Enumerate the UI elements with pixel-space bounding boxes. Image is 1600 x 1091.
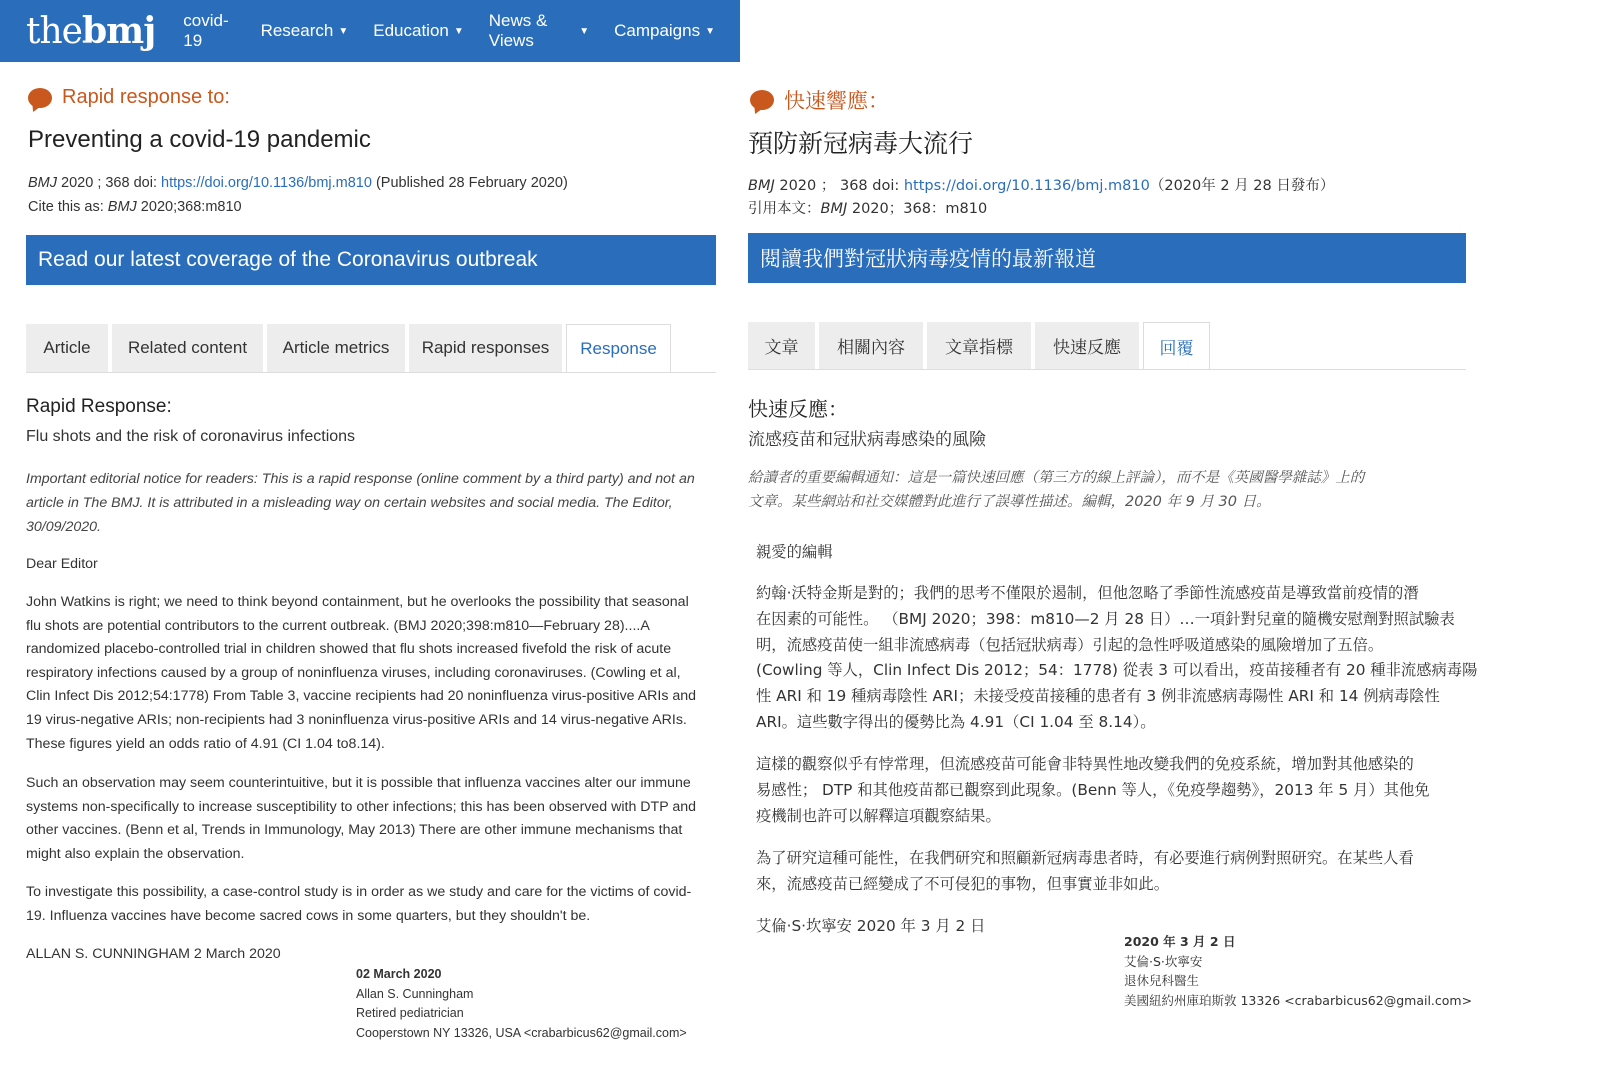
- nav-item-covid19[interactable]: [183, 11, 235, 51]
- coronavirus-coverage-banner[interactable]: Read our latest coverage of the Coronavirus outbreak: [26, 235, 716, 285]
- notice-line: 文章。某些網站和社交媒體對此進行了誤導性描述。編輯，2020 年 9 月 30 日。: [748, 494, 1271, 510]
- tab-related-content[interactable]: Related content: [112, 324, 263, 372]
- paragraph-line: 約翰·沃特金斯是對的；我們的思考不僅限於遏制，但他忽略了季節性流感疫苗是導致當前疫情的潛: [756, 584, 1419, 602]
- speech-bubble-icon: [750, 90, 774, 110]
- paragraph-line: systems non-specifically to increase susceptibility to other infections; this has been observed with DTP and: [26, 798, 697, 815]
- signature-role: Retired pediatrician: [356, 1006, 464, 1020]
- cite-as-line: [748, 197, 987, 218]
- paragraph-line: These figures yield an odds ratio of 4.91 (CI 1.04 to8.14).: [26, 735, 385, 752]
- journal-name: BMJ: [748, 178, 775, 194]
- chevron-down-icon: ▼: [338, 25, 349, 37]
- editorial-notice: [748, 466, 1488, 514]
- logo-prefix: the: [26, 11, 82, 52]
- nav-item-research[interactable]: [261, 11, 349, 51]
- paragraph-line: 19 virus-negative ARIs; non-recipients had 3 noninfluenza virus-positive ARIs and 14 virus-negative ARIs.: [26, 711, 687, 728]
- paragraph-line: randomized placebo-controlled trial in children showed that flu shots increased fivefold the risk of acute: [26, 641, 672, 658]
- notice-line: article in The BMJ. It is attributed in a misleading way on certain websites and social media. The Editor,: [26, 495, 673, 511]
- tab-response[interactable]: Response: [566, 324, 671, 372]
- citation-line: [28, 175, 568, 191]
- body-paragraph-1: [756, 581, 1586, 736]
- paragraph-line: 來，流感疫苗已經變成了不可侵犯的事物，但事實並非如此。: [756, 874, 1170, 893]
- body-paragraph-2: [756, 752, 1586, 829]
- paragraph-line: To investigate this possibility, a case-control study is in order as we study and care for the victims of covid-: [26, 884, 692, 900]
- doi-link[interactable]: https://doi.org/10.1136/bmj.m810: [903, 178, 1150, 194]
- article-title: 預防新冠病毒大流行: [748, 129, 974, 158]
- response-title: 流感疫苗和冠狀病毒感染的風險: [748, 430, 986, 450]
- notice-line: 30/09/2020.: [26, 519, 101, 535]
- article-tabs: [26, 324, 716, 373]
- tab-article-metrics[interactable]: Article metrics: [267, 324, 405, 372]
- paragraph-line: 在因素的可能性。 （BMJ 2020；398：m810—2 月 28 日）…一項針對兒童的隨機安慰劑對照試驗表: [756, 609, 1455, 628]
- article-tabs: [748, 322, 1466, 370]
- speech-bubble-icon: [28, 88, 52, 108]
- journal-name: BMJ: [107, 199, 137, 215]
- journal-name: BMJ: [28, 175, 57, 191]
- notice-line: 給讀者的重要編輯通知：這是一篇快速回應（第三方的線上評論），而不是《英國醫學雜誌》上的: [748, 470, 1365, 486]
- paragraph-line: might also explain the observation.: [26, 845, 245, 862]
- citation-volume: 2020 ； 368 doi:: [774, 178, 904, 194]
- chinese-screenshot: [740, 0, 1600, 1091]
- citation-volume: 2020 ; 368 doi:: [57, 175, 161, 191]
- english-screenshot: [0, 0, 740, 1091]
- paragraph-line: 性 ARI 和 19 種病毒陰性 ARI；未接受疫苗接種的患者有 3 例非流感病毒陽性 ARI 和 14 例病毒陰性: [756, 687, 1440, 706]
- paragraph-line: (Cowling 等人，Clin Infect Dis 2012；54：1778) 從表 3 可以看出，疫苗接種者有 20 種非流感病毒陽: [756, 661, 1478, 680]
- author-signoff: ALLAN S. CUNNINGHAM 2 March 2020: [26, 946, 281, 962]
- paragraph-line: ARI。這些數字得出的優勢比為 4.91（CI 1.04 至 8.14）。: [756, 712, 1156, 731]
- response-heading: 快速反應：: [748, 397, 848, 421]
- bmj-logo[interactable]: [26, 10, 155, 52]
- nav-menu: [183, 11, 740, 51]
- cite-ref: 2020;368:m810: [136, 199, 242, 215]
- response-heading: Rapid Response:: [26, 396, 172, 417]
- response-title: Flu shots and the risk of coronavirus infections: [26, 428, 356, 445]
- tab-article[interactable]: Article: [26, 324, 108, 372]
- signature-address: 美國紐約州庫珀斯敦 13326 <crabarbicus62@gmail.com>: [1124, 992, 1473, 1008]
- paragraph-line: John Watkins is right; we need to think beyond containment, but he overlooks the possibility that seasonal: [26, 594, 689, 610]
- signature-name: 艾倫·S·坎寧安: [1124, 953, 1203, 969]
- nav-item-label: covid-19: [183, 11, 229, 50]
- top-navigation: [0, 0, 740, 62]
- paragraph-line: Such an observation may seem counterintuitive, but it is possible that influenza vaccines alter our immune: [26, 775, 691, 791]
- rapid-response-label: 快速響應：: [784, 89, 889, 113]
- chevron-down-icon: ▼: [705, 25, 715, 37]
- tab-article-metrics[interactable]: 文章指標: [927, 322, 1031, 369]
- tab-related-content[interactable]: 相關內容: [819, 322, 923, 369]
- author-signoff: 艾倫·S·坎寧安 2020 年 3 月 2 日: [756, 917, 986, 935]
- tab-rapid-responses[interactable]: 快速反應: [1035, 322, 1139, 369]
- cite-ref: 2020；368：m810: [847, 201, 988, 217]
- paragraph-line: respiratory infections caused by a group of noninfluenza viruses, including coronaviruses. (Cowling et al,: [26, 664, 681, 681]
- chevron-down-icon: ▼: [453, 25, 464, 37]
- nav-item-label: News & Views: [488, 11, 548, 50]
- paragraph-line: 明，流感疫苗使一組非流感病毒（包括冠狀病毒）引起的急性呼吸道感染的風險增加了五倍。: [756, 635, 1384, 654]
- rapid-response-header: [28, 86, 230, 109]
- notice-line: Important editorial notice for readers: This is a rapid response (online comment by a third party) and not an: [26, 471, 695, 487]
- nav-item-campaigns[interactable]: [614, 11, 715, 51]
- doi-link[interactable]: https://doi.org/10.1136/bmj.m810: [161, 175, 372, 191]
- editorial-notice: [26, 467, 726, 539]
- paragraph-line: other vaccines. (Benn et al, Trends in Immunology, May 2013) There are other immune mechanisms that: [26, 822, 683, 839]
- coronavirus-coverage-banner[interactable]: 閱讀我們對冠狀病毒疫情的最新報道: [748, 233, 1466, 283]
- signature-date: 2020 年 3 月 2 日: [1124, 934, 1236, 949]
- logo-main: bmj: [81, 10, 156, 52]
- tab-article[interactable]: 文章: [748, 322, 815, 369]
- signature-date: 02 March 2020: [356, 967, 442, 981]
- tab-rapid-responses[interactable]: Rapid responses: [409, 324, 562, 372]
- nav-item-news-views[interactable]: [489, 11, 589, 51]
- paragraph-line: flu shots are potential contributors to the current outbreak. (BMJ 2020;398:m810—February 28)....A: [26, 617, 650, 634]
- author-signature-block: [1124, 932, 1472, 1010]
- paragraph-line: 19. Influenza vaccines have become sacred cows in some quarters, but they shouldn't be.: [26, 907, 591, 924]
- signature-role: 退休兒科醫生: [1124, 973, 1200, 988]
- signature-address: Cooperstown NY 13326, USA <crabarbicus62@gmail.com>: [356, 1025, 687, 1040]
- nav-item-label: Campaigns: [614, 21, 701, 40]
- chevron-down-icon: ▼: [579, 25, 590, 37]
- journal-name: BMJ: [820, 201, 848, 217]
- citation-line: [748, 174, 1334, 195]
- paragraph-line: 疫機制也許可以解釋這項觀察結果。: [756, 806, 1001, 825]
- published-date: (Published 28 February 2020): [371, 175, 568, 191]
- author-signature-block: [356, 965, 687, 1043]
- body-paragraph-1: [26, 591, 736, 756]
- nav-item-education[interactable]: [373, 11, 464, 51]
- nav-item-label: Education: [373, 21, 449, 40]
- article-title: Preventing a covid-19 pandemic: [28, 126, 371, 153]
- signature-name: Allan S. Cunningham: [356, 986, 474, 1001]
- rapid-response-label: Rapid response to:: [62, 86, 230, 108]
- salutation: Dear Editor: [26, 556, 98, 572]
- salutation: 親愛的編輯: [756, 543, 833, 561]
- cite-prefix: 引用本文：: [748, 201, 821, 217]
- body-paragraph-3: [26, 881, 736, 928]
- body-paragraph-3: [756, 846, 1586, 898]
- tab-response[interactable]: 回覆: [1143, 322, 1210, 369]
- published-date: （2020年 2 月 28 日發布）: [1149, 178, 1335, 194]
- rapid-response-header: [750, 85, 889, 115]
- paragraph-line: 為了研究這種可能性，在我們研究和照顧新冠病毒患者時，有必要進行病例對照研究。在某些人看: [756, 849, 1414, 867]
- paragraph-line: 易感性； DTP 和其他疫苗都已觀察到此現象。(Benn 等人，《免疫學趨勢》，2013 年 5 月）其他免: [756, 780, 1430, 799]
- body-paragraph-2: [26, 772, 736, 866]
- nav-item-label: Research: [260, 21, 334, 40]
- paragraph-line: 這樣的觀察似乎有悖常理，但流感疫苗可能會非特異性地改變我們的免疫系統，增加對其他感染的: [756, 755, 1414, 773]
- paragraph-line: Clin Infect Dis 2012;54:1778) From Table 3, vaccine recipients had 20 noninfluenza virus-positive ARIs and: [26, 688, 697, 705]
- cite-as-line: [28, 199, 242, 215]
- cite-prefix: Cite this as:: [28, 199, 108, 215]
